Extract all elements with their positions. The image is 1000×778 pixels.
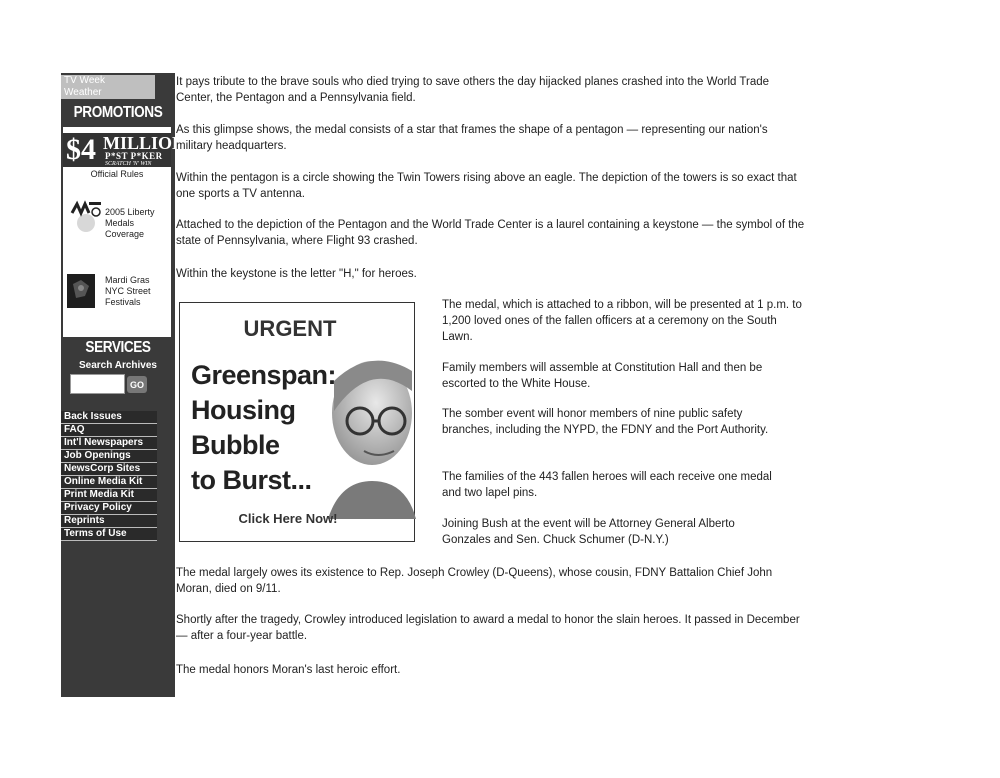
promotions-heading: PROMOTIONS [73,104,163,121]
sidebar [61,73,186,697]
ad-urgent-label: URGENT [243,316,337,341]
search-archives-label: Search Archives [78,360,157,371]
official-rules-link[interactable]: Official Rules [90,169,144,179]
article-paragraph: The families of the 443 fallen heroes will each receive one medal and two lapel pins. [442,471,772,499]
ad-headline-line: Housing [191,395,296,425]
service-link-newscorp-sites[interactable]: NewsCorp Sites [61,463,157,476]
greenspan-ad[interactable] [179,302,415,542]
promo-mardi-gras-link[interactable]: Mardi Gras NYC Street Festivals [105,275,151,307]
medal-icon[interactable] [69,199,103,233]
promotions-panel [63,127,186,337]
lottery-word: MILLION [103,133,186,153]
nav-link-weather[interactable]: Weather [61,87,155,99]
article-paragraph: It pays tribute to the brave souls who died trying to save others the day hijacked planes crashed into the World Trade Center, the Pentagon and a Pennsylvania field. [176,76,770,104]
article-paragraph: As this glimpse shows, the medal consists of a star that frames the shape of a pentagon — representing our nation's military headquarters. [176,124,768,152]
ad-headline-line: to Burst... [191,465,312,495]
article-paragraph: The medal largely owes its existence to Rep. Joseph Crowley (D-Queens), whose cousin, FDNY Battalion Chief John Moran, died on 9/11. [176,567,773,595]
article-paragraph: The somber event will honor members of nine public safety branches, including the NYPD, the FDNY and the Port Authority. [442,408,769,436]
service-link-faq[interactable]: FAQ [61,424,157,437]
nav-link-tv-week[interactable]: TV Week [61,75,155,87]
article-paragraph: Family members will assemble at Constitution Hall and then be escorted to the White House. [442,362,763,390]
ad-headline-line: Greenspan: [191,360,337,390]
ad-headline-line: Bubble [191,430,280,460]
article-paragraph: Joining Bush at the event will be Attorney General Alberto Gonzales and Sen. Chuck Schumer (D-N.Y.) [442,518,735,546]
search-archives-input[interactable] [70,374,125,394]
services-link-list [61,411,157,541]
service-link-job-openings[interactable]: Job Openings [61,450,157,463]
article-paragraph: Attached to the depiction of the Pentagon and the World Trade Center is a laurel containing a keystone — the symbol of the state of Pennsylvania, where Flight 93 crashed. [176,219,805,247]
article-paragraph: The medal, which is attached to a ribbon, will be presented at 1 p.m. to 1,200 loved ones of the fallen officers at a ceremony on the South Lawn. [442,299,802,343]
article-paragraph: The medal honors Moran's last heroic effort. [176,664,401,676]
portrait-photo [320,351,416,519]
service-link-intl-newspapers[interactable]: Int'l Newspapers [61,437,157,450]
lottery-subtitle: SCRATCH 'N' WIN [105,161,152,167]
service-link-back-issues[interactable]: Back Issues [61,411,157,424]
lottery-banner[interactable] [63,133,186,167]
lottery-amount: $4 [66,133,96,166]
ad-click-here-button[interactable]: Click Here Now! [238,511,338,526]
service-link-print-media-kit[interactable]: Print Media Kit [61,489,157,502]
services-heading: SERVICES [85,339,151,356]
search-go-button[interactable]: GO [127,376,147,393]
service-link-online-media-kit[interactable]: Online Media Kit [61,476,157,489]
lottery-game-name: P*ST P*KER [105,151,163,161]
service-link-terms-of-use[interactable]: Terms of Use [61,528,157,541]
article-paragraph: Within the keystone is the letter "H," for heroes. [176,268,417,280]
service-link-reprints[interactable]: Reprints [61,515,157,528]
article-paragraph: Within the pentagon is a circle showing the Twin Towers rising above an eagle. The depiction of the towers is so exact that one sports a TV antenna. [176,172,797,200]
festival-photo-icon[interactable] [67,274,95,308]
promo-liberty-medals-link[interactable]: 2005 Liberty Medals Coverage [105,207,155,239]
article-paragraph: Shortly after the tragedy, Crowley introduced legislation to award a medal to honor the slain heroes. It passed in December — after a four-year battle. [176,614,800,642]
service-link-privacy-policy[interactable]: Privacy Policy [61,502,157,515]
